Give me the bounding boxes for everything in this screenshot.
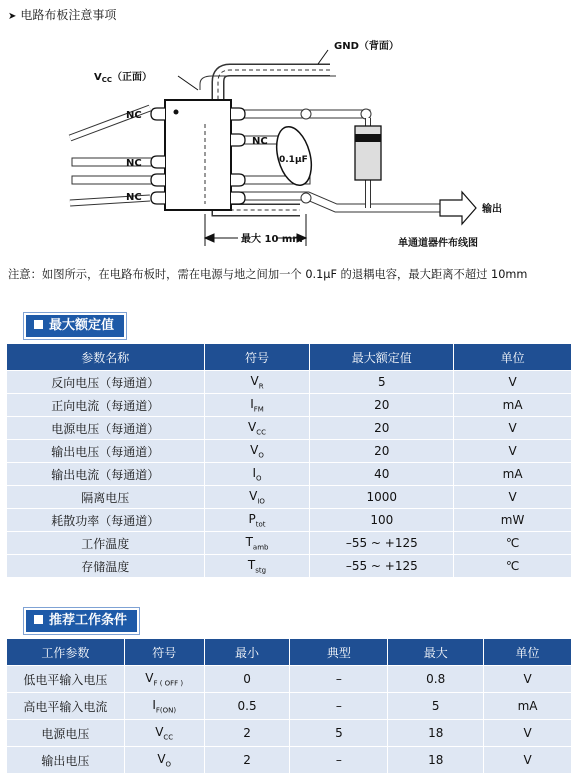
param-symbol: $T_{stg}$ [204,555,310,578]
param-name: 存储温度 [7,555,205,578]
layout-note: 注意：如图所示，在电路布板时，需在电源与地之间加一个 0.1μF 的退耦电容，最大距离不超过 10mm [8,268,528,281]
param-typ: – [290,693,388,720]
col-header-unit: 单位 [454,344,572,371]
table-row [7,666,572,693]
param-unit: V [454,371,572,394]
param-max: 0.8 [388,666,484,693]
param-name: 输出电压（每通道） [7,440,205,463]
param-symbol: $T_{amb}$ [204,532,310,555]
param-symbol: $V_R$ [204,371,310,394]
section-heading [8,6,116,23]
param-value: –55 ~ +125 [310,532,454,555]
param-min: 0.5 [204,693,290,720]
param-symbol: $P_{tot}$ [204,509,310,532]
table-row [7,509,572,532]
param-value: 1000 [310,486,454,509]
param-typ: 5 [290,720,388,747]
ic-package [165,100,231,210]
table-row [7,417,572,440]
table-row [7,747,572,774]
param-name: 电源电压 [7,720,125,747]
param-name: 耗散功率（每通道） [7,509,205,532]
col-header-name: 参数名称 [7,344,205,371]
nc-label-3: NC [126,192,142,203]
param-unit: mW [454,509,572,532]
param-unit: mA [454,394,572,417]
param-min: 2 [204,720,290,747]
table-header-row [7,639,572,666]
param-unit: ℃ [454,555,572,578]
col-header-max: 最大 [388,639,484,666]
param-name: 低电平输入电压 [7,666,125,693]
param-symbol: $V_O$ [124,747,204,774]
param-name: 隔离电压 [7,486,205,509]
param-symbol: $I_O$ [204,463,310,486]
pin1-marker [174,110,179,115]
table-row [7,555,572,578]
param-symbol: $V_{CC}$ [204,417,310,440]
param-symbol: $V_{CC}$ [124,720,204,747]
output-label: 输出 [482,204,502,215]
param-name: 正向电流（每通道） [7,394,205,417]
distance-label: 最大 10 mm [241,234,303,245]
col-header-value: 最大额定值 [310,344,454,371]
param-unit: ℃ [454,532,572,555]
square-icon [34,615,43,624]
param-unit: V [484,720,572,747]
capacitor-label: 0.1μF [279,155,308,165]
table-row [7,532,572,555]
left-pins [151,108,165,204]
table-row [7,463,572,486]
param-name: 反向电压（每通道） [7,371,205,394]
param-unit: V [484,666,572,693]
output-arrow-icon [440,192,476,224]
table-row [7,440,572,463]
recommended-table [6,638,572,774]
param-max: 5 [388,693,484,720]
param-max: 18 [388,747,484,774]
param-typ: – [290,666,388,693]
param-value: 5 [310,371,454,394]
right-pins [231,108,245,204]
layout-diagram [0,28,576,256]
diode-component [355,118,381,208]
param-symbol: $V_{IO}$ [204,486,310,509]
section-title-text: 最大额定值 [49,318,115,333]
table-row [7,371,572,394]
param-unit: V [454,417,572,440]
param-min: 0 [204,666,290,693]
param-name: 高电平输入电流 [7,693,125,720]
table-row [7,394,572,417]
gnd-label: GND（背面） [334,41,399,52]
param-typ: – [290,747,388,774]
table-row [7,720,572,747]
param-unit: mA [484,693,572,720]
param-name: 工作温度 [7,532,205,555]
table-row [7,693,572,720]
col-header-param: 工作参数 [7,639,125,666]
param-max: 18 [388,720,484,747]
heading-text: 电路布板注意事项 [20,8,117,22]
param-min: 2 [204,747,290,774]
param-value: 20 [310,394,454,417]
right-traces [230,110,444,208]
section-title-max-ratings [24,313,126,339]
col-header-unit: 单位 [484,639,572,666]
vcc-label: $V_{CC}$（正面） [94,72,153,84]
nc-label-2: NC [126,158,142,169]
param-symbol: $V_O$ [204,440,310,463]
param-name: 输出电压 [7,747,125,774]
table-header-row [7,344,572,371]
col-header-symbol: 符号 [124,639,204,666]
param-unit: V [454,486,572,509]
section-title-text: 推荐工作条件 [49,613,128,628]
diagram-caption: 单通道器件布线图 [398,238,478,249]
square-icon [34,320,43,329]
param-unit: V [454,440,572,463]
param-value: 100 [310,509,454,532]
max-ratings-table [6,343,572,578]
bullet-arrow-icon: ➤ [8,11,17,22]
col-header-typ: 典型 [290,639,388,666]
param-symbol: $I_{FM}$ [204,394,310,417]
col-header-min: 最小 [204,639,290,666]
param-unit: V [484,747,572,774]
nc-label-inner: NC [252,136,268,147]
table-row [7,486,572,509]
col-header-symbol: 符号 [204,344,310,371]
param-symbol: $I_{F(ON)}$ [124,693,204,720]
param-unit: mA [454,463,572,486]
left-leads [70,108,158,203]
param-symbol: $V_{F ( OFF )}$ [124,666,204,693]
param-value: –55 ~ +125 [310,555,454,578]
section-title-recommended [24,608,139,634]
param-name: 电源电压（每通道） [7,417,205,440]
param-value: 20 [310,440,454,463]
nc-label-1: NC [126,110,142,121]
param-name: 输出电流（每通道） [7,463,205,486]
param-value: 20 [310,417,454,440]
param-value: 40 [310,463,454,486]
